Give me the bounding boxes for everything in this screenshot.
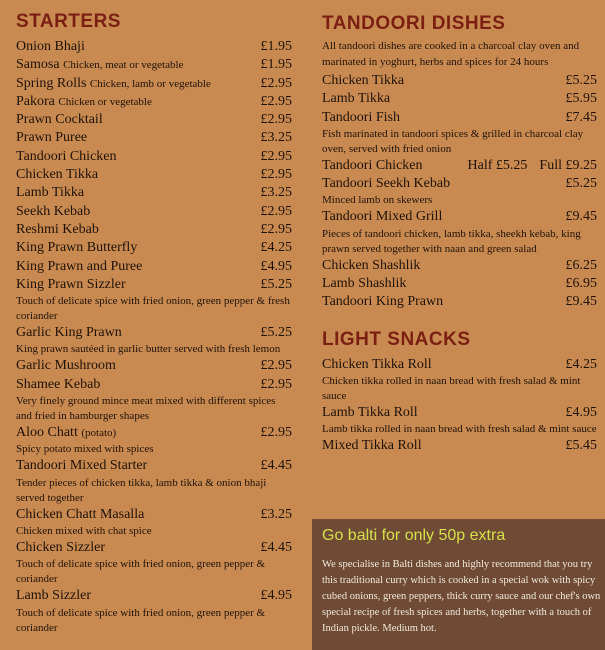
menu-item-row	[322, 175, 597, 193]
menu-item-note: Chicken, lamb or vegetable	[89, 77, 211, 90]
menu-item-price: £3.25	[260, 185, 292, 201]
menu-item	[322, 257, 597, 275]
menu-item-row	[16, 276, 292, 294]
menu-item-price: £2.95	[260, 93, 292, 109]
menu-item-price: £2.95	[260, 376, 292, 392]
menu-item-note: Chicken or vegetable	[58, 95, 152, 108]
menu-item-price: £2.95	[260, 203, 292, 219]
menu-item-row	[322, 257, 597, 275]
menu-item-price: £1.95	[260, 57, 292, 73]
menu-item-name: Lamb Sizzler	[16, 588, 92, 604]
menu-item-name: Tandoori Chicken	[322, 157, 423, 173]
starters-column	[16, 0, 292, 636]
menu-item-price: £4.25	[260, 240, 292, 256]
menu-item	[16, 324, 292, 357]
menu-item-name: Lamb Tikka	[322, 91, 391, 107]
menu-item	[16, 221, 292, 239]
menu-item	[322, 72, 597, 90]
menu-item-row	[16, 111, 292, 129]
light-snacks-heading: LIGHT SNACKS	[322, 328, 471, 350]
menu-item	[322, 109, 597, 157]
menu-item-description: King prawn sautéed in garlic butter served with fresh lemon	[16, 343, 281, 356]
menu-item-price: £5.25	[565, 176, 597, 192]
menu-item-row	[322, 72, 597, 90]
menu-item-description: Very finely ground mince meat mixed with different spices and fried in hamburger shapes	[16, 395, 276, 423]
tandoori-heading: TANDOORI DISHES	[322, 13, 506, 34]
menu-item-row	[16, 129, 292, 147]
menu-item-name: King Prawn Butterfly	[16, 240, 138, 256]
menu-item-row	[322, 356, 597, 374]
menu-item-price: £6.25	[565, 257, 597, 273]
menu-item-price: £4.45	[260, 458, 292, 474]
menu-item	[16, 587, 292, 635]
menu-item-name: Samosa Chicken, meat or vegetable	[16, 57, 184, 73]
menu-item-description: Minced lamb on skewers	[322, 194, 433, 207]
menu-item	[322, 356, 597, 404]
menu-item-note: (potato)	[81, 427, 117, 440]
menu-item	[16, 258, 292, 276]
menu-item	[16, 111, 292, 129]
menu-item-name: Chicken Tikka	[322, 73, 405, 88]
menu-item-name: Tandoori Mixed Starter	[16, 458, 148, 474]
menu-item-description: Touch of delicate spice with fried onion, green pepper & coriander	[16, 606, 266, 634]
menu-item-name: Onion Bhaji	[16, 39, 85, 54]
menu-item-description: Spicy potato mixed with spices	[16, 443, 154, 456]
menu-item	[322, 208, 597, 256]
menu-item-row	[16, 184, 292, 202]
menu-item	[322, 275, 597, 293]
menu-item	[16, 276, 292, 324]
menu-item	[16, 424, 292, 457]
menu-item-price: £6.95	[565, 276, 597, 292]
menu-item-row	[322, 109, 597, 127]
menu-item-prices	[468, 157, 597, 175]
menu-item-row	[322, 90, 597, 108]
menu-item-row	[322, 404, 597, 422]
menu-item-price: £2.95	[260, 167, 292, 183]
menu-item-row	[16, 424, 292, 442]
menu-item-row	[16, 38, 292, 56]
menu-item-price: £3.25	[260, 506, 292, 522]
menu-item-row	[16, 93, 292, 111]
menu-item-price: £2.95	[260, 112, 292, 128]
menu-item-name: Tandoori King Prawn	[322, 294, 444, 310]
menu-item-row	[16, 587, 292, 605]
menu-item	[16, 56, 292, 74]
menu-item	[16, 203, 292, 221]
menu-item-name: Tandoori Fish	[322, 109, 400, 125]
menu-item-price: £2.95	[260, 148, 292, 164]
right-column	[322, 0, 597, 456]
menu-item-row	[16, 56, 292, 74]
menu-item-row	[16, 166, 292, 184]
balti-title: Go balti for only 50p extra	[322, 527, 506, 544]
menu-item-description: Lamb tikka rolled in naan bread with fresh salad & mint sauce	[322, 423, 597, 436]
menu-item-name: Mixed Tikka Roll	[322, 438, 422, 454]
menu-item-name: Aloo Chatt (potato)	[16, 425, 117, 441]
tandoori-list	[322, 72, 597, 312]
menu-item-price: £5.25	[565, 73, 597, 88]
menu-item-row	[16, 376, 292, 394]
menu-item-name: Chicken Chatt Masalla	[16, 506, 145, 522]
menu-item	[16, 506, 292, 539]
menu-item	[16, 166, 292, 184]
menu-item-name: Tandoori Chicken	[16, 148, 117, 164]
menu-item-row	[16, 203, 292, 221]
menu-item-price: £4.95	[260, 588, 292, 604]
menu-item	[16, 357, 292, 375]
menu-item-price: £5.25	[260, 276, 292, 292]
menu-item	[16, 376, 292, 424]
menu-item-price-half: Half £5.25	[467, 157, 528, 173]
menu-item-description: Pieces of tandoori chicken, lamb tikka, sheekh kebab, king prawn served together with naan and green salad	[322, 227, 581, 255]
menu-item-row	[322, 157, 597, 175]
menu-item-price: £3.25	[260, 130, 292, 146]
starters-list	[16, 38, 292, 636]
menu-item	[322, 437, 597, 455]
menu-item-row	[16, 506, 292, 524]
menu-item	[16, 148, 292, 166]
menu-item-price: £5.45	[565, 438, 597, 454]
menu-item-description: Chicken tikka rolled in naan bread with fresh salad & mint sauce	[322, 374, 581, 402]
menu-item-name: Chicken Sizzler	[16, 539, 106, 555]
menu-item-price: £4.95	[565, 404, 597, 420]
menu-item-row	[322, 208, 597, 226]
menu-item-row	[322, 275, 597, 293]
menu-item	[322, 293, 597, 311]
menu-item-name: Tandoori Seekh Kebab	[322, 176, 451, 192]
menu-item-row	[322, 437, 597, 455]
menu-item-name: King Prawn Sizzler	[16, 276, 126, 292]
menu-item-price: £4.45	[260, 539, 292, 555]
menu-item-name: Lamb Tikka	[16, 185, 85, 201]
menu-item	[16, 539, 292, 587]
menu-item-name: Lamb Shashlik	[322, 276, 407, 292]
menu-item	[16, 93, 292, 111]
menu-item-row	[16, 258, 292, 276]
menu-item	[16, 75, 292, 93]
menu-item	[322, 175, 597, 208]
menu-item-name: Prawn Cocktail	[16, 112, 103, 128]
menu-item-price: £9.45	[565, 209, 597, 225]
menu-item-name: King Prawn and Puree	[16, 258, 143, 274]
menu-item-name: Garlic King Prawn	[16, 325, 122, 341]
menu-item-row	[16, 324, 292, 342]
menu-item-price: £5.25	[260, 325, 292, 341]
menu-item-price: £7.45	[565, 109, 597, 125]
menu-item-name: Lamb Tikka Roll	[322, 404, 418, 420]
menu-item-name: Seekh Kebab	[16, 203, 91, 219]
menu-item-price: £5.95	[565, 91, 597, 107]
menu-item-name: Chicken Shashlik	[322, 257, 421, 273]
menu-item-row	[16, 148, 292, 166]
menu-item-price: £2.95	[260, 221, 292, 237]
menu-item	[16, 457, 292, 505]
menu-item-name: Spring Rolls Chicken, lamb or vegetable	[16, 75, 211, 91]
menu-item-price: £2.95	[260, 358, 292, 374]
menu-item-description: Touch of delicate spice with fried onion, green pepper & coriander	[16, 558, 266, 586]
menu-item	[322, 404, 597, 437]
menu-item-row	[16, 239, 292, 257]
menu-item-row	[16, 539, 292, 557]
menu-item-description: Fish marinated in tandoori spices & grilled in charcoal clay oven, served with fried onion	[322, 127, 584, 155]
menu-item-name: Reshmi Kebab	[16, 221, 99, 237]
menu-item-price: £9.45	[565, 294, 597, 310]
menu-item-price-full: Full £9.25	[539, 157, 597, 173]
light-snacks-list	[322, 356, 597, 456]
menu-item-row	[16, 457, 292, 475]
menu-item-row	[16, 75, 292, 93]
menu-item-row	[322, 293, 597, 311]
menu-item	[16, 129, 292, 147]
menu-item	[16, 239, 292, 257]
menu-item-description: Tender pieces of chicken tikka, lamb tikka & onion bhaji served together	[16, 476, 267, 504]
menu-item-description: Touch of delicate spice with fried onion, green pepper & fresh coriander	[16, 295, 290, 323]
starters-heading: STARTERS	[16, 11, 121, 32]
menu-item-name: Prawn Puree	[16, 130, 88, 146]
menu-item-price: £4.95	[260, 258, 292, 274]
menu-item	[16, 184, 292, 202]
menu-item-note: Chicken, meat or vegetable	[63, 59, 184, 72]
menu-item	[322, 157, 597, 175]
tandoori-intro: All tandoori dishes are cooked in a charcoal clay oven and marinated in yoghurt, herbs and spices for 24 hours	[322, 40, 580, 68]
menu-item	[16, 38, 292, 56]
menu-item-name: Garlic Mushroom	[16, 358, 116, 374]
balti-description: We specialise in Balti dishes and highly recommend that you try this traditional curry which is cooked in a special wok with spicy cubed onions, green peppers, thick curry sauce and our chef's own special recipe of fresh spices and herbs, together with a touch of Indian pickle. Medium hot.	[322, 559, 601, 634]
menu-item-name: Shamee Kebab	[16, 376, 101, 392]
menu-item-price: £2.95	[260, 75, 292, 91]
menu-item-description: Chicken mixed with chat spice	[16, 524, 152, 537]
menu-item-name: Tandoori Mixed Grill	[322, 209, 443, 225]
menu-item-name: Pakora Chicken or vegetable	[16, 93, 152, 109]
menu-item-price: £2.95	[260, 425, 292, 441]
balti-promo-box	[312, 519, 605, 650]
menu-item-name: Chicken Tikka Roll	[322, 356, 432, 372]
menu-item-price: £4.25	[565, 356, 597, 372]
menu-item-price: £1.95	[260, 39, 292, 54]
menu-item-row	[16, 357, 292, 375]
menu-item	[322, 90, 597, 108]
menu-item-row	[16, 221, 292, 239]
menu-item-name: Chicken Tikka	[16, 167, 99, 183]
